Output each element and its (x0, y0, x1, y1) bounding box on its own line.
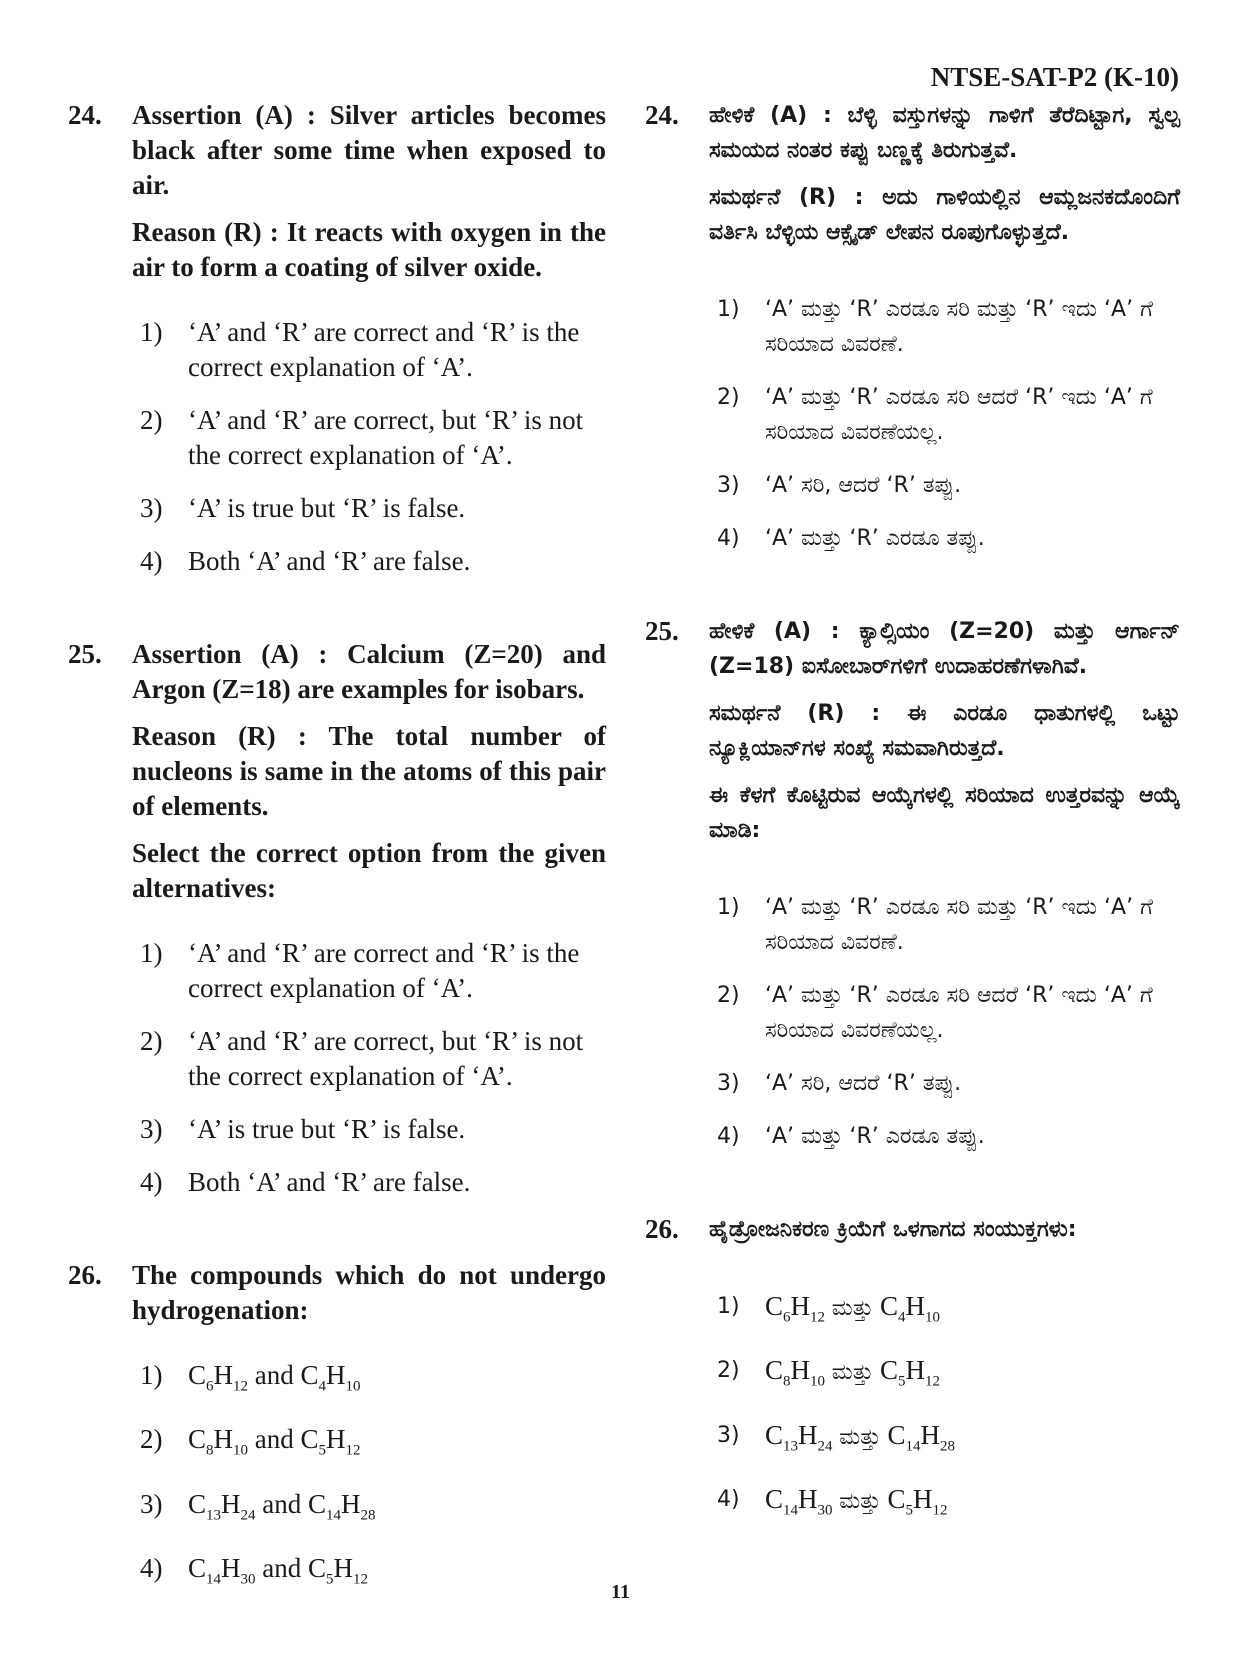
reason-text: Reason (R) : The total number of nucleons is same in the atoms of this pair of elements. (132, 721, 606, 821)
question-24-kn (645, 98, 1180, 574)
option-1[interactable]: 1) ‘A’ ಮತ್ತು ‘R’ ಎರಡೂ ಸರಿ ಮತ್ತು ‘R’ ಇದು ‘A’ ಗೆ ಸರಿಯಾದ ವಿವರಣೆ. (717, 297, 1153, 357)
option-4[interactable]: 4) ‘A’ ಮತ್ತು ‘R’ ಎರಡೂ ತಪ್ಪು. (717, 1124, 985, 1149)
question-25-kn (645, 614, 1180, 1172)
page-number: 11 (611, 1581, 630, 1603)
question-26-kn (645, 1212, 1180, 1547)
option-1[interactable]: 1) $C_6H_{12}$ and $C_4H_{10}$ (132, 1358, 606, 1404)
exam-code-header: NTSE-SAT-P2 (K-10) (930, 62, 1179, 92)
option-1[interactable]: 1) $C_6H_{12}$ ಮತ್ತು $C_4H_{10}$ (709, 1289, 1180, 1335)
formula-pair: $C_{13}H_{24}$ ಮತ್ತು $C_{14}H_{28}$ (765, 1419, 955, 1455)
option-2[interactable]: 2) ‘A’ and ‘R’ are correct, but ‘R’ is not the correct explanation of ‘A’. (140, 1026, 584, 1091)
reason-text: ಸಮರ್ಥನೆ (R) : ಅದು ಗಾಳಿಯಲ್ಲಿನ ಆಮ್ಲಜನಕದೊಂದಿಗೆ ವರ್ತಿಸಿ ಬೆಳ್ಳಿಯ ಆಕ್ಸೈಡ್ ಲೇಪನ ರೂಪುಗೊಳ್ಳುತ್ತದೆ. (709, 185, 1180, 245)
question-26-en (68, 1258, 606, 1616)
option-3[interactable]: 3) $C_{13}H_{24}$ and $C_{14}H_{28}$ (132, 1487, 606, 1533)
option-2[interactable]: 2) $C_8H_{10}$ and $C_5H_{12}$ (132, 1422, 606, 1468)
option-4[interactable]: 4) Both ‘A’ and ‘R’ are false. (140, 546, 471, 576)
option-2[interactable]: 2) $C_8H_{10}$ ಮತ್ತು $C_5H_{12}$ (709, 1353, 1180, 1399)
formula-pair: $C_{14}H_{30}$ ಮತ್ತು $C_5H_{12}$ (765, 1484, 948, 1519)
formula-pair: $C_8H_{10}$ and $C_5H_{12}$ (188, 1424, 361, 1459)
formula-pair: $C_{13}H_{24}$ and $C_{14}H_{28}$ (188, 1488, 376, 1524)
option-2[interactable]: 2) ‘A’ ಮತ್ತು ‘R’ ಎರಡೂ ಸರಿ ಆದರೆ ‘R’ ಇದು ‘A’ ಗೆ ಸರಿಯಾದ ವಿವರಣೆಯಲ್ಲ. (717, 385, 1153, 445)
reason-text: ಸಮರ್ಥನೆ (R) : ಈ ಎರಡೂ ಧಾತುಗಳಲ್ಲಿ ಒಟ್ಟು ನ್ಯೂಕ್ಲಿಯಾನ್‌ಗಳ ಸಂಖ್ಯೆ ಸಮವಾಗಿರುತ್ತದೆ. (709, 701, 1180, 761)
option-2[interactable]: 2) ‘A’ ಮತ್ತು ‘R’ ಎರಡೂ ಸರಿ ಆದರೆ ‘R’ ಇದು ‘A’ ಗೆ ಸರಿಯಾದ ವಿವರಣೆಯಲ್ಲ. (717, 983, 1153, 1043)
option-1[interactable]: 1) ‘A’ ಮತ್ತು ‘R’ ಎರಡೂ ಸರಿ ಮತ್ತು ‘R’ ಇದು ‘A’ ಗೆ ಸರಿಯಾದ ವಿವರಣೆ. (717, 895, 1153, 955)
question-stem: The compounds which do not undergo hydrogenation: (132, 1260, 606, 1325)
question-number: 26. (645, 1214, 679, 1244)
question-number: 24. (68, 100, 102, 130)
option-4[interactable]: 4) ‘A’ ಮತ್ತು ‘R’ ಎರಡೂ ತಪ್ಪು. (717, 526, 985, 551)
question-number: 24. (645, 100, 679, 130)
formula-pair: $C_6H_{12}$ ಮತ್ತು $C_4H_{10}$ (765, 1291, 940, 1326)
question-24-en (68, 98, 606, 597)
option-4[interactable]: 4) $C_{14}H_{30}$ ಮತ್ತು $C_5H_{12}$ (709, 1482, 1180, 1528)
instruction-text: ಈ ಕೆಳಗೆ ಕೊಟ್ಟಿರುವ ಆಯ್ಕೆಗಳಲ್ಲಿ ಸರಿಯಾದ ಉತ್ತರವನ್ನು ಆಯ್ಕೆ ಮಾಡಿ: (709, 783, 1180, 843)
option-3[interactable]: 3) $C_{13}H_{24}$ ಮತ್ತು $C_{14}H_{28}$ (709, 1418, 1180, 1464)
assertion-text: ಹೇಳಿಕೆ (A) : ಬೆಳ್ಳಿ ವಸ್ತುಗಳನ್ನು ಗಾಳಿಗೆ ತೆರೆದಿಟ್ಟಾಗ, ಸ್ವಲ್ಪ ಸಮಯದ ನಂತರ ಕಪ್ಪು ಬಣ್ಣಕ್ಕೆ ತಿರುಗುತ್ತವೆ. (709, 103, 1180, 163)
option-3[interactable]: 3) ‘A’ is true but ‘R’ is false. (140, 1114, 466, 1144)
option-3[interactable]: 3) ‘A’ is true but ‘R’ is false. (140, 493, 466, 523)
option-2[interactable]: 2) ‘A’ and ‘R’ are correct, but ‘R’ is not the correct explanation of ‘A’. (140, 405, 584, 470)
kannada-column (645, 98, 1180, 1547)
assertion-text: Assertion (A) : Silver articles becomes black after some time when exposed to air. (132, 100, 606, 200)
assertion-text: ಹೇಳಿಕೆ (A) : ಕ್ಯಾಲ್ಸಿಯಂ (Z=20) ಮತ್ತು ಆರ್ಗಾನ್ (Z=18) ಐಸೋಬಾರ್‌ಗಳಿಗೆ ಉದಾಹರಣೆಗಳಾಗಿವೆ. (709, 619, 1180, 679)
question-number: 25. (645, 616, 679, 646)
option-3[interactable]: 3) ‘A’ ಸರಿ, ಆದರೆ ‘R’ ತಪ್ಪು. (717, 473, 962, 498)
formula-pair: $C_6H_{12}$ and $C_4H_{10}$ (188, 1360, 361, 1395)
reason-text: Reason (R) : It reacts with oxygen in the air to form a coating of silver oxide. (132, 217, 606, 282)
instruction-text: Select the correct option from the given alternatives: (132, 838, 606, 903)
question-stem: ಹೈಡ್ರೋಜನಿಕರಣ ಕ್ರಿಯೆಗೆ ಒಳಗಾಗದ ಸಂಯುಕ್ತಗಳು: (709, 1217, 1077, 1242)
formula-pair: $C_{14}H_{30}$ and $C_5H_{12}$ (188, 1553, 369, 1588)
option-4[interactable]: 4) $C_{14}H_{30}$ and $C_5H_{12}$ (132, 1551, 606, 1597)
option-1[interactable]: 1) ‘A’ and ‘R’ are correct and ‘R’ is the correct explanation of ‘A’. (140, 938, 580, 1003)
option-3[interactable]: 3) ‘A’ ಸರಿ, ಆದರೆ ‘R’ ತಪ್ಪು. (717, 1071, 962, 1096)
question-number: 26. (68, 1260, 102, 1290)
question-25-en (68, 637, 606, 1218)
english-column (68, 98, 606, 1616)
option-1[interactable]: 1) ‘A’ and ‘R’ are correct and ‘R’ is the correct explanation of ‘A’. (140, 317, 580, 382)
question-number: 25. (68, 639, 102, 669)
assertion-text: Assertion (A) : Calcium (Z=20) and Argon (Z=18) are examples for isobars. (132, 639, 606, 704)
formula-pair: $C_8H_{10}$ ಮತ್ತು $C_5H_{12}$ (765, 1355, 940, 1390)
option-4[interactable]: 4) Both ‘A’ and ‘R’ are false. (140, 1167, 471, 1197)
